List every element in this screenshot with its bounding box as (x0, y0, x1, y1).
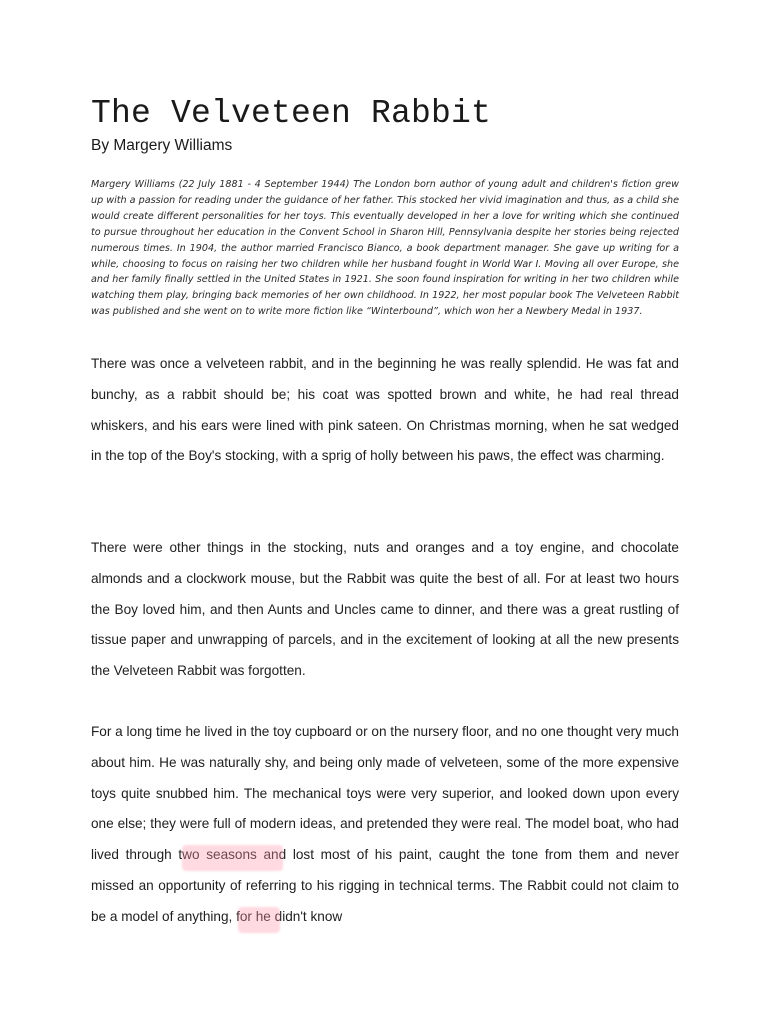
story-paragraph-3: For a long time he lived in the toy cupboard or on the nursery floor, and no one thought very much about him. He was naturally shy, and being only made of velveteen, some of the more expensive toys quite snubbed him. The mechanical toys were very superior, and looked down upon every one else; they were full of modern ideas, and pretended they were real. The model boat, who had lived through two seasons and lost most of his paint, caught the tone from them and never missed an opportunity of referring to his rigging in technical terms. The Rabbit could not claim to be a model of anything, for he didn't know (91, 724, 679, 924)
story-paragraph-2: There were other things in the stocking, nuts and oranges and a toy engine, and chocolate almonds and a clockwork mouse, but the Rabbit was quite the best of all. For at least two hours the Boy loved him, and then Aunts and Uncles came to dinner, and there was a great rustling of tissue paper and unwrapping of parcels, and in the excitement of looking at all the new presents the Velveteen Rabbit was forgotten. (91, 540, 679, 679)
author-bio: Margery Williams (22 July 1881 - 4 September 1944) The London born author of young adult and children's fiction grew up with a passion for reading under the guidance of her father. This stocked her vivid imagination and thus, as a child she would create different personalities for her toys. This eventually developed in her a love for writing which she continued to pursue throughout her education in the Convent School in Sharon Hill, Pennsylvania despite her stories being rejected numerous times. In 1904, the author married Francisco Bianco, a book department manager. She gave up writing for a while, choosing to focus on raising her two children while her husband fought in World War I. Moving all over Europe, she and her family finally settled in the United States in 1921. She soon found inspiration for writing in her two children while watching them play, bringing back memories of her own childhood. In 1922, her most popular book The Velveteen Rabbit was published and she went on to write more fiction like “Winterbound”, which won her a Newbery Medal in 1937. (91, 179, 679, 318)
story-paragraph-1: There was once a velveteen rabbit, and in the beginning he was really splendid. He was fat and bunchy, as a rabbit should be; his coat was spotted brown and white, he had real thread whiskers, and his ears were lined with pink sateen. On Christmas morning, when he sat wedged in the top of the Boy's stocking, with a sprig of holly between his paws, the effect was charming. (91, 356, 679, 464)
highlight-rabbit (238, 907, 280, 933)
document-title: The Velveteen Rabbit (91, 95, 492, 132)
highlight-model-boat (182, 845, 283, 871)
author-byline: By Margery Williams (91, 137, 233, 154)
